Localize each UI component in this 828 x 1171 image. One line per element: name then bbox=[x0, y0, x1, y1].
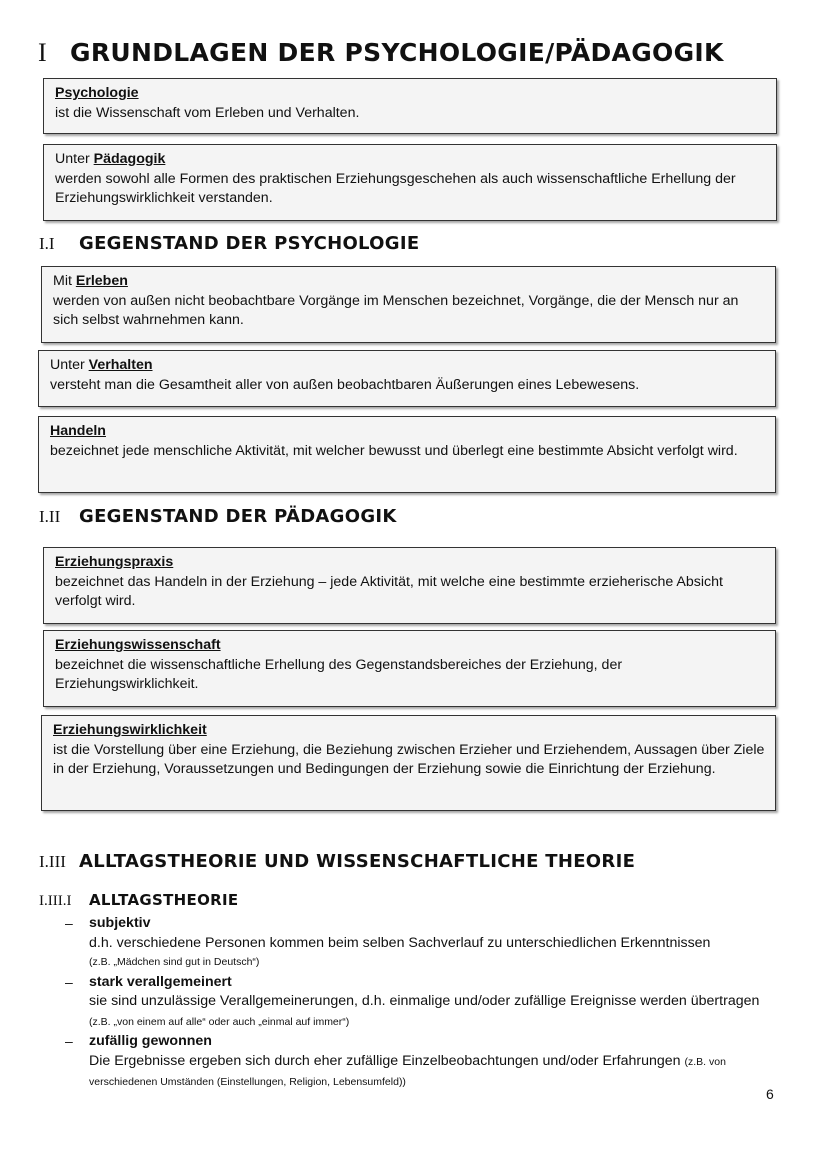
section-number: I.III.I bbox=[39, 893, 72, 909]
definition-text: ist die Wissenschaft vom Erleben und Verhalten. bbox=[55, 104, 360, 121]
list-item bbox=[60, 1032, 780, 1093]
definition-term: Psychologie bbox=[55, 85, 139, 101]
definition-text: bezeichnet jede menschliche Aktivität, mit welcher bewusst und überlegt eine bestimmte Absicht verfolgt wird. bbox=[50, 442, 738, 459]
dash-bullet: – bbox=[65, 973, 73, 990]
definition-text: werden von außen nicht beobachtbare Vorgänge im Menschen bezeichnet, Vorgänge, die der Mensch nur an sich selbst wahrnehmen kann. bbox=[53, 292, 739, 328]
definition-box-paedagogik bbox=[43, 144, 777, 221]
definition-prefix: Unter bbox=[55, 151, 94, 167]
definition-box-handeln bbox=[38, 416, 776, 493]
definition-box-erziehungswissenschaft bbox=[43, 630, 776, 707]
definition-box-verhalten bbox=[38, 350, 776, 407]
section-title: GEGENSTAND DER PÄDAGOGIK bbox=[79, 506, 397, 527]
definition-box-erziehungspraxis bbox=[43, 547, 776, 624]
definition-term: Erleben bbox=[75, 273, 128, 289]
list-item-title: stark verallgemeinert bbox=[89, 973, 232, 990]
list-item-text: Die Ergebnisse ergeben sich durch eher zufällige Einzelbeobachtungen und/oder Erfahrungen bbox=[89, 1052, 681, 1069]
main-heading-title: GRUNDLAGEN DER PSYCHOLOGIE/PÄDAGOGIK bbox=[70, 38, 724, 67]
list-item-note: (z.B. von verschiedenen Umständen (Einstellungen, Religion, Lebensumfeld)) bbox=[89, 1055, 726, 1088]
definition-box-psychologie bbox=[43, 78, 777, 134]
definition-box-erleben bbox=[41, 266, 776, 343]
dash-bullet: – bbox=[65, 915, 73, 931]
main-heading-number: I bbox=[38, 38, 47, 67]
list-item-note: (z.B. „von einem auf alle“ oder auch „einmal auf immer“) bbox=[89, 1015, 350, 1028]
list-item-title: subjektiv bbox=[89, 915, 151, 931]
definition-term: Erziehungswissenschaft bbox=[55, 637, 221, 653]
definition-term: Handeln bbox=[50, 423, 106, 439]
definition-prefix: Unter bbox=[50, 357, 89, 373]
definition-text: versteht man die Gesamtheit aller von außen beobachtbaren Äußerungen eines Lebewesens. bbox=[50, 376, 640, 393]
list-item-note: (z.B. „Mädchen sind gut in Deutsch“) bbox=[89, 956, 260, 968]
definition-term: Erziehungspraxis bbox=[55, 554, 174, 570]
section-heading-alltag bbox=[39, 851, 635, 872]
list-item-text: sie sind unzulässige Verallgemeinerungen, d.h. einmalige und/oder zufällige Ereignisse werden übertragen bbox=[89, 993, 760, 1009]
definition-term: Pädagogik bbox=[93, 151, 166, 167]
section-title: ALLTAGSTHEORIE bbox=[89, 891, 239, 909]
main-heading bbox=[38, 38, 724, 68]
section-heading-paedagogik bbox=[39, 506, 397, 527]
definition-text: ist die Vorstellung über eine Erziehung, die Beziehung zwischen Erzieher und Erziehendem, Aussagen über Ziele in der Erziehung, Voraussetzungen und Bedingungen der Erziehung sowie die Einrichtung der Erziehung. bbox=[53, 741, 765, 777]
section-number: I.I bbox=[39, 234, 55, 253]
definition-prefix: Mit bbox=[53, 273, 76, 289]
alltagstheorie-list bbox=[60, 914, 780, 1093]
definition-text: bezeichnet die wissenschaftliche Erhellung des Gegenstandsbereiches der Erziehung, der Erziehungswirklichkeit. bbox=[55, 656, 623, 692]
section-number: I.II bbox=[39, 507, 61, 526]
section-heading-psychologie bbox=[39, 233, 419, 254]
dash-bullet: – bbox=[65, 1033, 73, 1049]
list-item bbox=[60, 973, 780, 1033]
definition-term: Verhalten bbox=[88, 357, 153, 373]
subsection-heading-alltagstheorie bbox=[39, 891, 238, 910]
section-number: I.III bbox=[39, 852, 66, 871]
definition-term: Erziehungswirklichkeit bbox=[53, 722, 207, 738]
definition-text: bezeichnet das Handeln in der Erziehung – jede Aktivität, mit welche eine bestimmte erzieherische Absicht verfolgt wird. bbox=[55, 573, 723, 609]
list-item-text: d.h. verschiedene Personen kommen beim selben Sachverlauf zu unterschiedlichen Erkenntnissen bbox=[89, 934, 711, 951]
definition-text: werden sowohl alle Formen des praktischen Erziehungsgeschehen als auch wissenschaftliche Erhellung der Erziehungswirklichkeit verstanden. bbox=[55, 170, 736, 206]
list-item-title: zufällig gewonnen bbox=[89, 1033, 212, 1049]
section-title: GEGENSTAND DER PSYCHOLOGIE bbox=[79, 233, 420, 254]
section-title: ALLTAGSTHEORIE UND WISSENSCHAFTLICHE THEORIE bbox=[79, 851, 636, 872]
definition-box-erziehungswirklichkeit bbox=[41, 715, 776, 811]
list-item bbox=[60, 914, 780, 973]
page-number: 6 bbox=[766, 1086, 774, 1102]
